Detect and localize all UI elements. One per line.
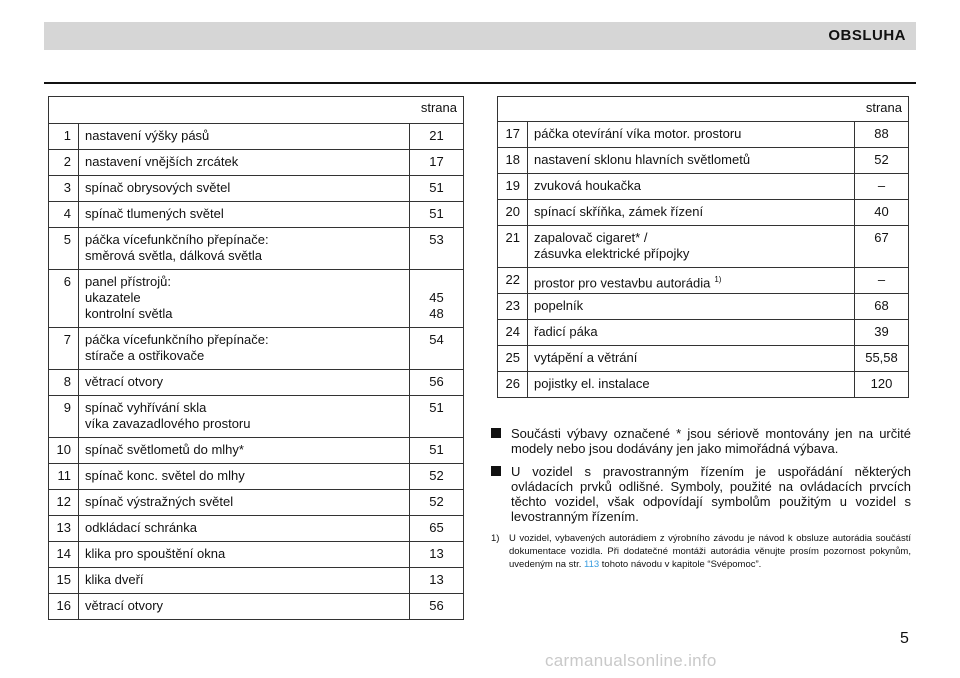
item-description-line: řadicí páka [534,324,598,339]
footnote-marker: 1) [491,533,500,544]
item-number: 13 [49,516,79,542]
page-reference: 45 48 [410,270,464,328]
page-reference: 39 [855,320,909,346]
table-row [498,268,909,294]
item-description-line: nastavení výšky pásů [85,128,210,143]
item-description-line: větrací otvory [85,598,164,613]
item-description-line: zvuková houkačka [534,178,641,193]
item-description-line: zásuvka elektrické přípojky [534,246,690,261]
item-description [528,320,855,346]
page-reference: 51 [410,202,464,228]
item-description-line: páčka otevírání víka motor. prostoru [534,126,742,141]
notes-section [491,426,911,571]
page-reference: 53 [410,228,464,270]
page-reference: – [855,174,909,200]
item-description [528,148,855,174]
page-reference: 67 [855,226,909,268]
item-description [528,174,855,200]
item-number: 18 [498,148,528,174]
table-row [498,200,909,226]
item-description [79,228,410,270]
item-description [528,294,855,320]
item-description-line: spínač výstražných světel [85,494,234,509]
table-row [49,490,464,516]
table-row [49,516,464,542]
watermark: carmanualsonline.info [545,651,717,670]
item-description [79,516,410,542]
controls-index-table-right [497,96,909,398]
table-row [49,202,464,228]
footnote-text-before: U vozidel, vybavených autorádiem z výrobního závodu je návod k obsluze autorádia součástí dokumentace vozidla. Při dodatečné montáži autorádia věnujte prosím pozornost pokynům, uvedeným na str. [509,533,911,570]
item-description [528,122,855,148]
item-description-line: spínač světlometů do mlhy* [85,442,244,457]
item-number: 8 [49,370,79,396]
table-row [49,270,464,328]
item-description-line: popelník [534,298,584,313]
table-row [49,568,464,594]
footnote-page-link[interactable]: 113 [584,559,600,570]
item-description [79,328,410,370]
item-number: 6 [49,270,79,328]
page-column-header: strana [49,97,464,124]
page-reference: 120 [855,372,909,398]
item-description-line: pojistky el. instalace [534,376,650,391]
item-description-line: vytápění a větrání [534,350,638,365]
page-reference: 13 [410,568,464,594]
item-description-line: větrací otvory [85,374,164,389]
item-description-line: stírače a ostřikovače [85,348,205,363]
footnote-reference: 1) [714,275,722,284]
item-description [79,568,410,594]
item-description-line: páčka vícefunkčního přepínače: [85,332,269,347]
page-reference: 40 [855,200,909,226]
item-number: 7 [49,328,79,370]
page-reference: 21 [410,124,464,150]
footnote [491,532,911,571]
table-row [49,150,464,176]
note-optional-equipment [491,426,911,456]
item-description [79,464,410,490]
item-description-line: prostor pro vestavbu autorádia [534,275,711,291]
item-description-line: panel přístrojů: [85,274,171,289]
table-row [49,328,464,370]
item-description-line: spínač obrysových světel [85,180,231,195]
table-row [49,438,464,464]
item-description-line: klika dveří [85,572,144,587]
controls-index-table-left [48,96,464,620]
table-row [49,464,464,490]
item-description [79,542,410,568]
table-row [49,396,464,438]
section-title: OBSLUHA [828,27,906,44]
item-description-line: nastavení vnějších zrcátek [85,154,239,169]
page-reference: 13 [410,542,464,568]
page-reference: 52 [410,464,464,490]
table-row [49,370,464,396]
item-description [528,226,855,268]
item-description [79,202,410,228]
table-row [49,542,464,568]
page-reference: 52 [855,148,909,174]
page-reference: 68 [855,294,909,320]
item-number: 9 [49,396,79,438]
page-reference: 55,58 [855,346,909,372]
item-number: 17 [498,122,528,148]
page-reference: 51 [410,176,464,202]
table-row [498,320,909,346]
item-description-line: spínač tlumených světel [85,206,224,221]
item-description-line: spínač vyhřívání skla [85,400,207,415]
page-reference: 65 [410,516,464,542]
item-number: 12 [49,490,79,516]
item-description-line: klika pro spouštění okna [85,546,226,561]
item-description [528,372,855,398]
item-description-line: kontrolní světla [85,306,173,321]
note-right-hand-drive [491,464,911,524]
table-row [49,594,464,620]
bullet-square-icon [491,466,501,476]
note-text: Součásti výbavy označené * jsou sériově montovány jen na určité modely nebo jsou dodávány jen jako mimořádná výbava. [511,426,911,456]
table-row [49,176,464,202]
table-row [49,228,464,270]
item-number: 16 [49,594,79,620]
table-row [498,294,909,320]
item-description [79,176,410,202]
item-description-line: spínač konc. světel do mlhy [85,468,245,483]
page-reference: 51 [410,396,464,438]
table-row [498,372,909,398]
item-description [79,270,410,328]
item-description [79,370,410,396]
page-reference: 56 [410,594,464,620]
table-row [498,122,909,148]
footnote-text-after: tohoto návodu v kapitole “Svépomoc”. [601,559,762,570]
item-number: 15 [49,568,79,594]
section-header-band [44,22,916,50]
bullet-square-icon [491,428,501,438]
item-number: 5 [49,228,79,270]
table-row [498,148,909,174]
table-row [498,174,909,200]
item-description [79,594,410,620]
item-description-line: zapalovač cigaret* / [534,230,648,245]
item-number: 4 [49,202,79,228]
item-number: 24 [498,320,528,346]
item-number: 11 [49,464,79,490]
table-row [498,346,909,372]
page-reference: 54 [410,328,464,370]
item-number: 25 [498,346,528,372]
item-number: 2 [49,150,79,176]
note-text: U vozidel s pravostranným řízením je uspořádání některých ovládacích prvků odlišné. Symboly, použité na ovládacích prvcích těchto vozidel, však odpovídají symbolům použitým u vozidel s levostranným řízením. [511,464,911,524]
item-number: 19 [498,174,528,200]
item-description [79,124,410,150]
item-number: 14 [49,542,79,568]
item-description [79,490,410,516]
item-description-line: nastavení sklonu hlavních světlometů [534,152,751,167]
page-reference: 17 [410,150,464,176]
item-description [528,200,855,226]
item-number: 23 [498,294,528,320]
item-description-line: víka zavazadlového prostoru [85,416,251,431]
item-description-line: spínací skříňka, zámek řízení [534,204,704,219]
item-description [528,346,855,372]
item-description [79,396,410,438]
item-number: 21 [498,226,528,268]
page-number: 5 [900,630,909,647]
page-column-header: strana [498,97,909,122]
table-row [49,124,464,150]
item-description-line: odkládací schránka [85,520,198,535]
item-number: 3 [49,176,79,202]
page-reference: 88 [855,122,909,148]
page-reference: – [855,268,909,294]
item-description [528,268,855,294]
table-header-row [49,97,464,124]
item-number: 22 [498,268,528,294]
header-rule [44,82,916,84]
table-header-row [498,97,909,122]
page-reference: 51 [410,438,464,464]
item-number: 1 [49,124,79,150]
item-description [79,438,410,464]
item-description [79,150,410,176]
item-description-line: ukazatele [85,290,141,305]
item-description-line: páčka vícefunkčního přepínače: [85,232,269,247]
item-description-line: směrová světla, dálková světla [85,248,263,263]
item-number: 20 [498,200,528,226]
page-reference: 52 [410,490,464,516]
page-reference: 56 [410,370,464,396]
table-row [498,226,909,268]
item-number: 26 [498,372,528,398]
item-number: 10 [49,438,79,464]
